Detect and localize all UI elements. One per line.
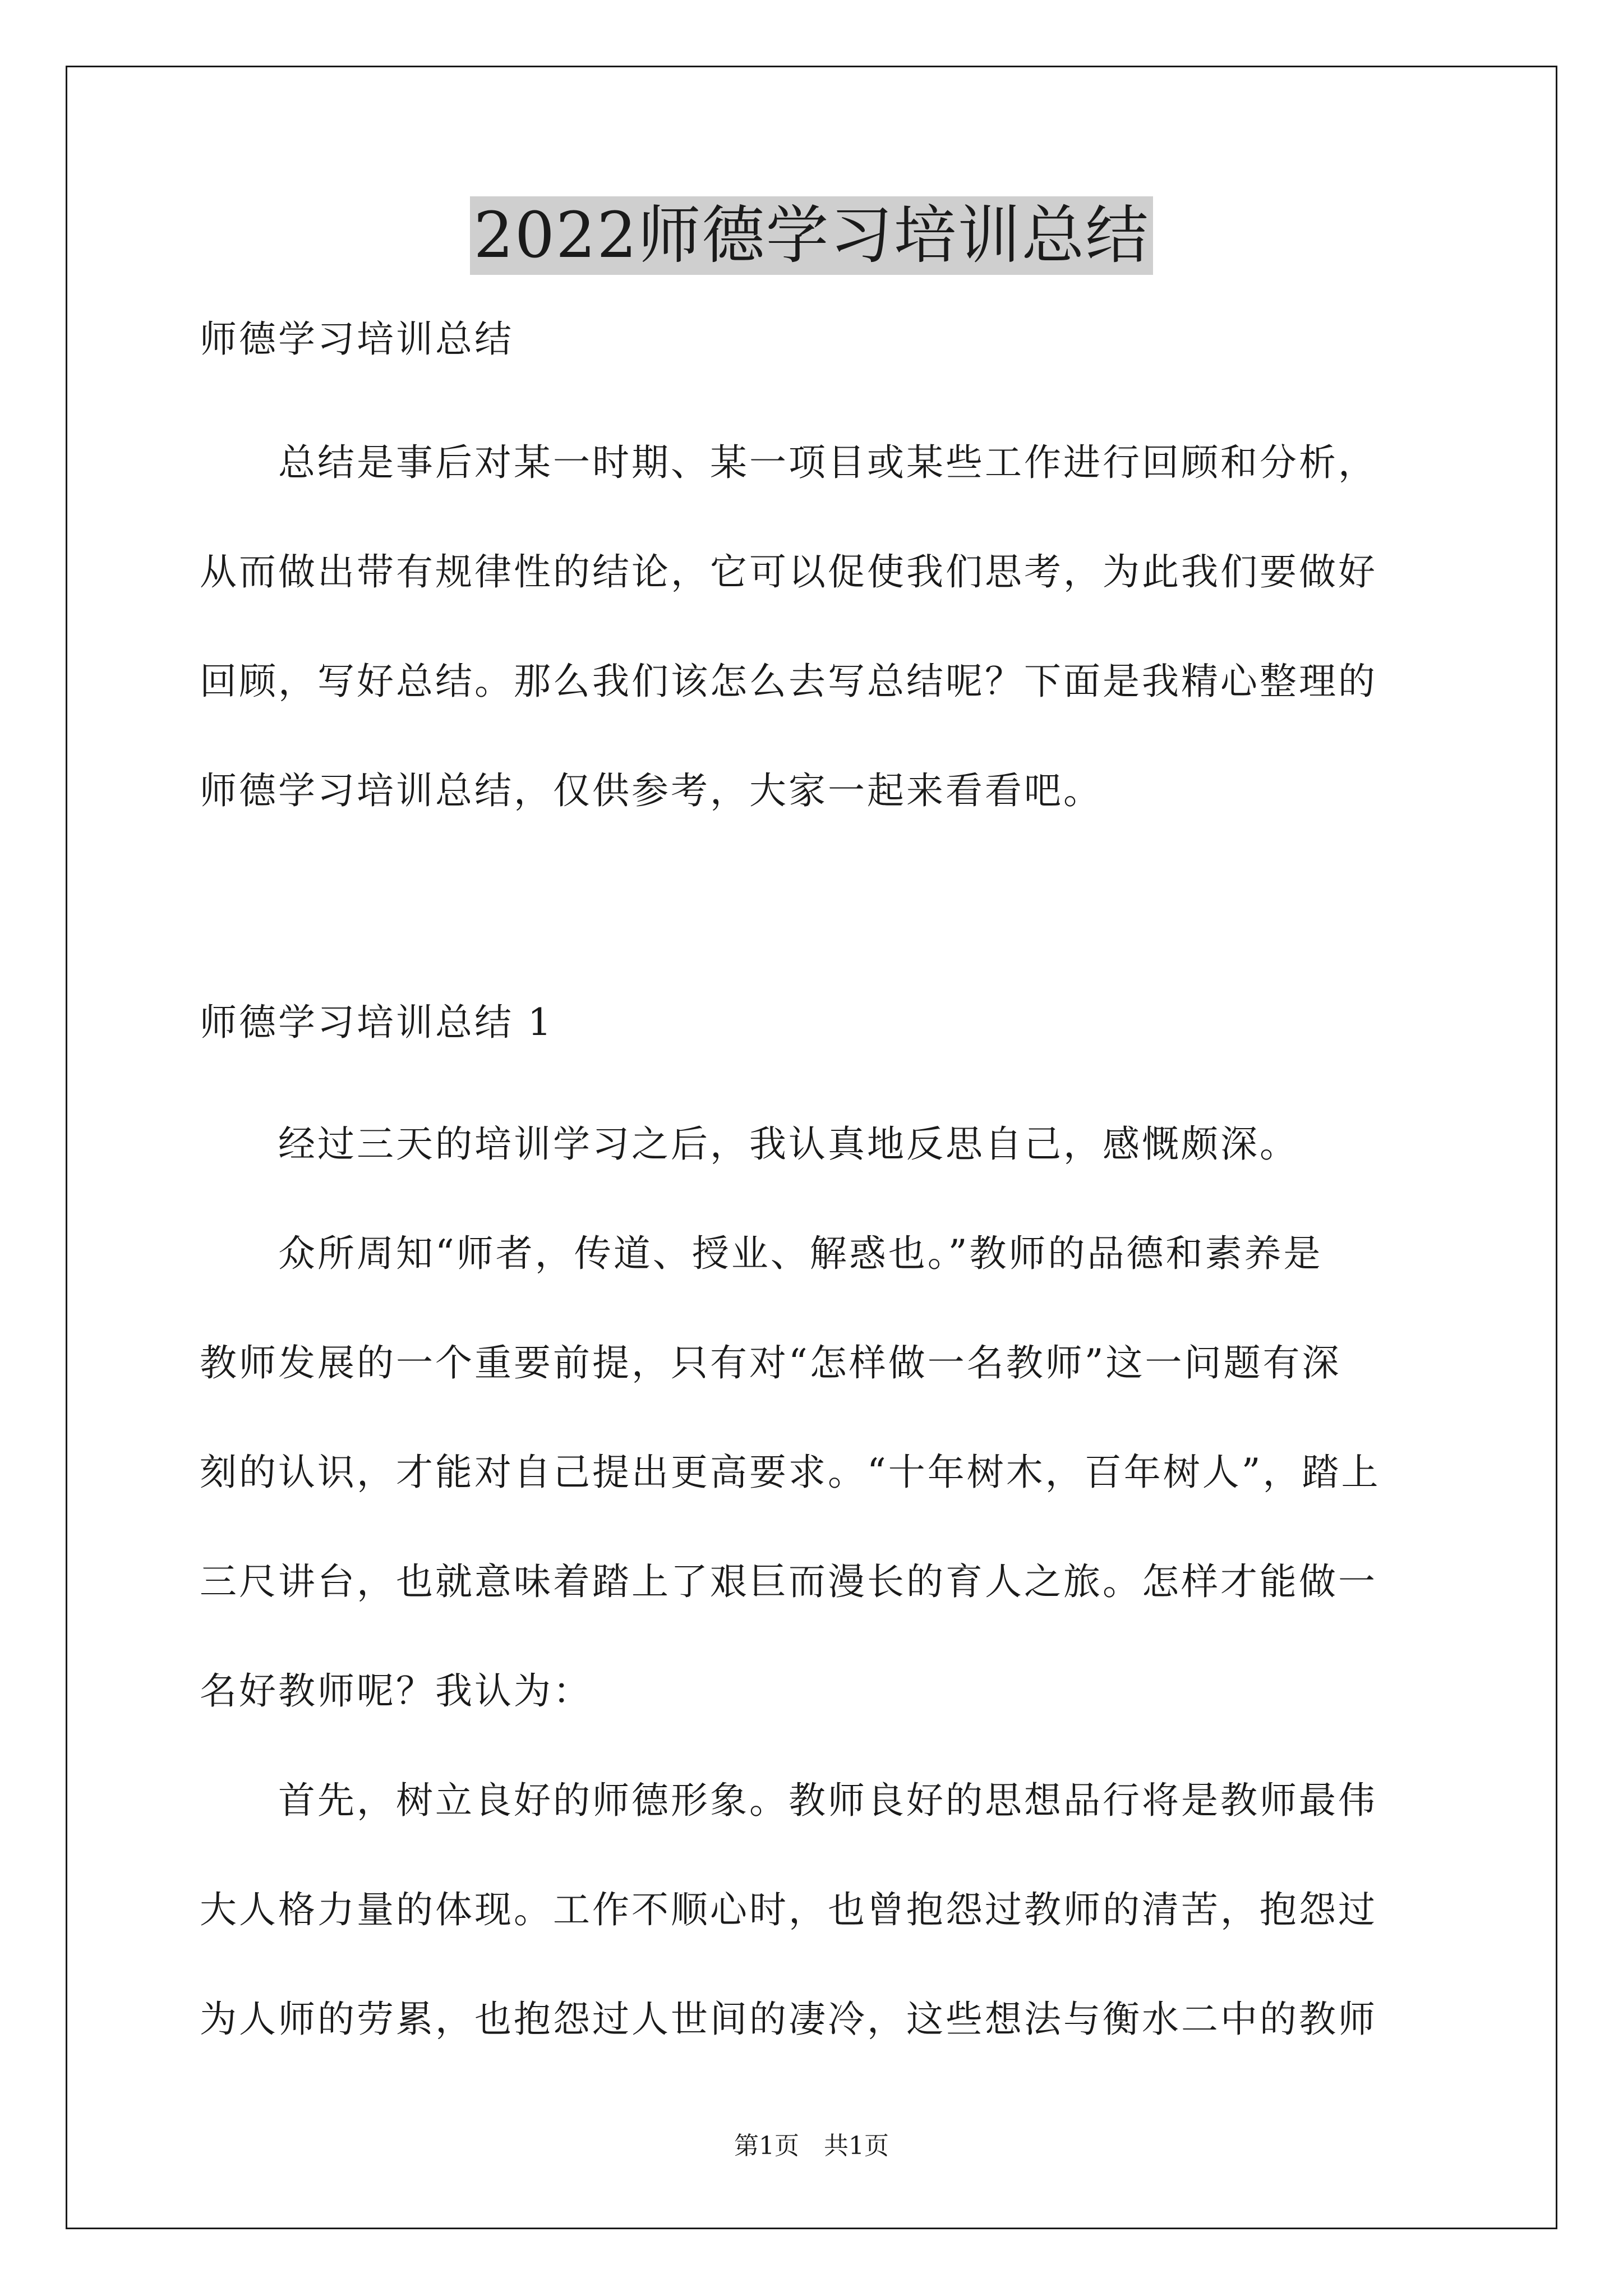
title-container	[0, 196, 1623, 275]
intro-line: 总结是事后对某一时期、某一项目或某些工作进行回顾和分析，	[278, 441, 1377, 484]
body-line: 首先，树立良好的师德形象。教师良好的思想品行将是教师最伟	[278, 1779, 1377, 1822]
body-line: 教师发展的一个重要前提，只有对“怎样做一名教师”这一问题有深	[200, 1341, 1341, 1384]
section-heading: 师德学习培训总结 1	[200, 1001, 554, 1044]
page-footer: 第1页 共1页	[734, 2132, 889, 2160]
body-line: 刻的认识，才能对自己提出更高要求。“十年树木，百年树人”，踏上	[200, 1451, 1381, 1494]
body-line: 名好教师呢？我认为：	[200, 1669, 592, 1713]
body-line: 为人师的劳累，也抱怨过人世间的凄冷，这些想法与衡水二中的教师	[200, 1998, 1377, 2041]
subtitle: 师德学习培训总结	[200, 318, 514, 361]
body-line: 三尺讲台，也就意味着踏上了艰巨而漫长的育人之旅。怎样才能做一	[200, 1560, 1377, 1603]
body-line: 大人格力量的体现。工作不顺心时，也曾抱怨过教师的清苦，抱怨过	[200, 1888, 1377, 1931]
intro-line: 从而做出带有规律性的结论，它可以促使我们思考，为此我们要做好	[200, 550, 1377, 593]
body-line: 众所周知“师者，传道、授业、解惑也。”教师的品德和素养是	[278, 1232, 1323, 1275]
document-title: 2022师德学习培训总结	[470, 196, 1152, 275]
intro-line: 师德学习培训总结，仅供参考，大家一起来看看吧。	[200, 769, 1103, 812]
body-line: 经过三天的培训学习之后，我认真地反思自己，感慨颇深。	[278, 1122, 1299, 1166]
intro-line: 回顾，写好总结。那么我们该怎么去写总结呢？下面是我精心整理的	[200, 660, 1377, 703]
